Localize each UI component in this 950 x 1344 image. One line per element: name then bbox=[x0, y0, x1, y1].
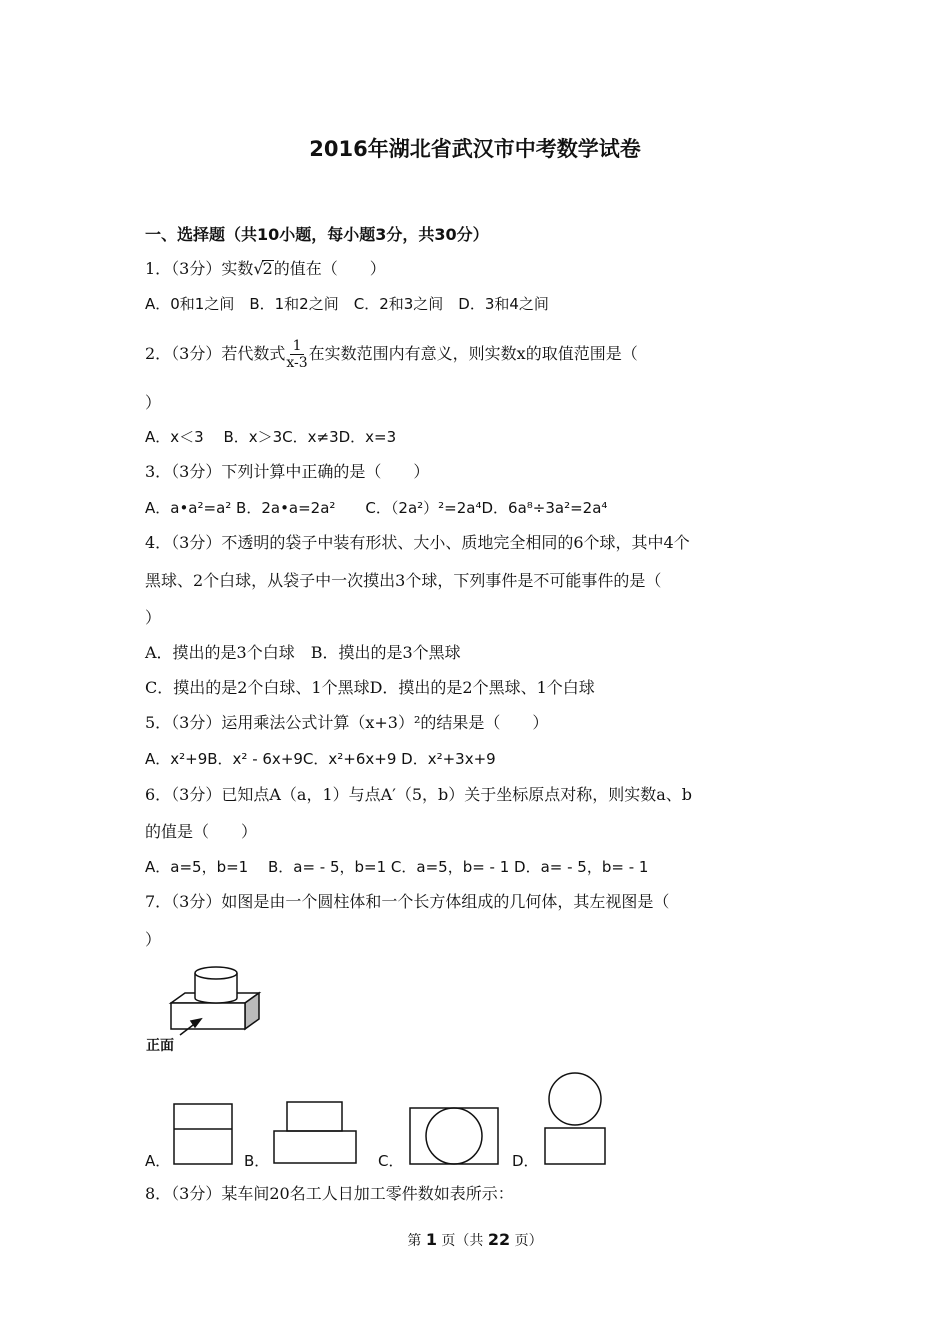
page-footer: 第 1 页（共 22 页） bbox=[407, 1230, 543, 1249]
question-4-line2: 黑球、2个白球，从袋子中一次摸出3个球，下列事件是不可能事件的是（ bbox=[145, 571, 662, 590]
option-b-label: B． bbox=[244, 1152, 270, 1170]
option-c-label: C． bbox=[378, 1152, 404, 1170]
question-3-options: A．a•a²=a² B．2a•a=2a² C．（2a²）²=2a⁴D．6a⁸÷3a²=2a⁴ bbox=[145, 499, 608, 517]
option-b-figure bbox=[272, 1100, 358, 1164]
question-2-options: A．x＜3 B．x＞3C．x≠3D．x=3 bbox=[145, 428, 397, 446]
page-total: 22 bbox=[487, 1230, 511, 1249]
question-2: 2．（3分）若代数式 $\frac{1}{x-3}$ 在实数范围内有意义，则实数x的取值范围是（ bbox=[145, 338, 638, 371]
option-d-figure bbox=[543, 1072, 607, 1166]
question-4-options-ab: A．摸出的是3个白球 B．摸出的是3个黑球 bbox=[145, 643, 461, 662]
question-3: 3．（3分）下列计算中正确的是（ ） bbox=[145, 462, 430, 481]
option-d-label: D． bbox=[512, 1152, 539, 1170]
cylinder-top bbox=[195, 967, 237, 979]
question-4-options-cd: C．摸出的是2个白球、1个黑球D．摸出的是2个黑球、1个白球 bbox=[145, 678, 595, 697]
front-label: 正面 bbox=[146, 1038, 174, 1054]
question-8: 8．（3分）某车间20名工人日加工零件数如表所示： bbox=[145, 1184, 514, 1203]
question-5-options: A．x²+9B．x² - 6x+9C．x²+6x+9 D．x²+3x+9 bbox=[145, 750, 496, 768]
sqrt-radicand: 2 bbox=[262, 259, 273, 278]
page-number: 1 bbox=[425, 1230, 437, 1249]
exam-title: 2016年湖北省武汉市中考数学试卷 bbox=[309, 137, 641, 161]
question-2-cont: ） bbox=[145, 393, 162, 412]
question-5: 5．（3分）运用乘法公式计算（x+3）²的结果是（ ） bbox=[145, 713, 549, 732]
question-7-line2: ） bbox=[145, 930, 162, 949]
question-1-options: A．0和1之间 B．1和2之间 C．2和3之间 D．3和4之间 bbox=[145, 295, 549, 313]
option-c-figure bbox=[408, 1106, 500, 1166]
question-6-line2: 的值是（ ） bbox=[145, 822, 258, 841]
question-4-line3: ） bbox=[145, 608, 162, 627]
question-4-line1: 4．（3分）不透明的袋子中装有形状、大小、质地完全相同的6个球，其中4个 bbox=[145, 533, 690, 552]
option-a-label: A． bbox=[145, 1152, 171, 1170]
question-6-line1: 6．（3分）已知点A（a，1）与点A′（5，b）关于坐标原点对称，则实数a、b bbox=[145, 785, 693, 804]
question-7-line1: 7．（3分）如图是由一个圆柱体和一个长方体组成的几何体，其左视图是（ bbox=[145, 892, 670, 911]
sqrt-sign: √ bbox=[253, 259, 264, 278]
question-6-options: A．a=5，b=1 B．a= - 5，b=1 C．a=5，b= - 1 D．a= - 5，b= - 1 bbox=[145, 858, 649, 876]
fraction: $\frac{1}{x-3}$ bbox=[286, 338, 308, 371]
section-heading: 一、选择题（共10小题，每小题3分，共30分） bbox=[145, 225, 489, 244]
cuboid-front-face bbox=[171, 1003, 245, 1029]
question-1: 1．（3分）实数√2的值在（ ） bbox=[145, 259, 386, 278]
option-a-figure bbox=[172, 1102, 234, 1166]
